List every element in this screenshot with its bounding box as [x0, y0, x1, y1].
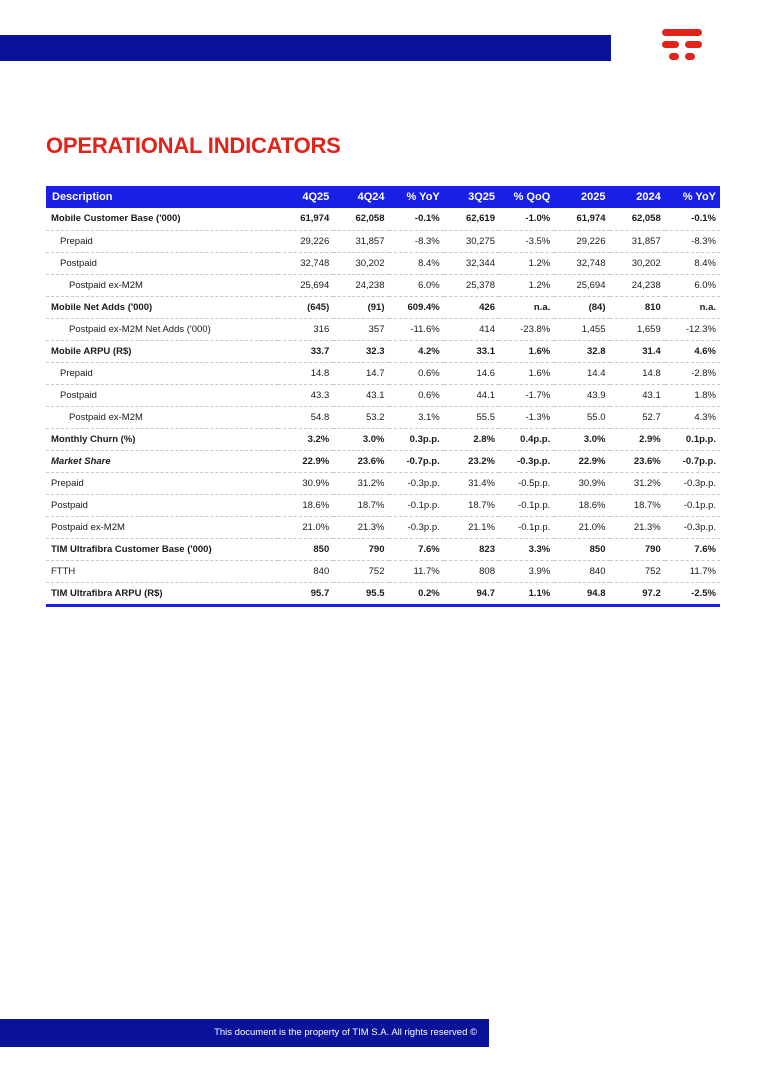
- row-label: Postpaid: [60, 257, 97, 269]
- table-cell: 14.8: [310, 367, 330, 379]
- table-cell: 44.1: [476, 389, 495, 401]
- row-label: TIM Ultrafibra Customer Base ('000): [51, 543, 212, 555]
- table-cell: 32,748: [576, 257, 606, 269]
- table-cell: -2.5%: [691, 587, 716, 599]
- table-cell: 18.7%: [633, 499, 661, 511]
- table-cell: 3.1%: [418, 411, 440, 423]
- table-bottom-rule: [46, 604, 720, 607]
- table-row: [46, 384, 720, 406]
- row-label: Prepaid: [60, 367, 93, 379]
- table-cell: (84): [588, 301, 606, 313]
- row-label: Prepaid: [51, 477, 84, 489]
- table-cell: -8.3%: [414, 235, 440, 247]
- table-row: [46, 428, 720, 450]
- table-cell: 62,619: [465, 213, 495, 225]
- row-label: Mobile Customer Base ('000): [51, 213, 181, 225]
- table-cell: 94.7: [476, 587, 495, 599]
- table-cell: 0.3p.p.: [409, 433, 440, 445]
- table-cell: 1.2%: [528, 279, 551, 291]
- table-cell: 29,226: [300, 235, 330, 247]
- table-cell: 1.6%: [528, 367, 551, 379]
- table-cell: -0.3p.p.: [683, 521, 716, 533]
- table-cell: 18.6%: [578, 499, 606, 511]
- table-row: [46, 230, 720, 252]
- table-cell: 1,659: [636, 323, 661, 335]
- table-cell: 752: [368, 565, 385, 577]
- table-cell: 55.5: [476, 411, 495, 423]
- table-cell: 14.4: [587, 367, 606, 379]
- table-cell: 790: [644, 543, 661, 555]
- row-label: Postpaid ex-M2M: [69, 279, 143, 291]
- table-row: [46, 252, 720, 274]
- table-cell: 7.6%: [694, 543, 716, 555]
- table-cell: 4.2%: [418, 345, 440, 357]
- table-cell: 30.9%: [302, 477, 330, 489]
- table-cell: 426: [479, 301, 495, 313]
- row-label: Prepaid: [60, 235, 93, 247]
- table-cell: 1.1%: [528, 587, 551, 599]
- table-cell: 609.4%: [407, 301, 440, 313]
- table-cell: 43.3: [310, 389, 330, 401]
- table-cell: 1.8%: [694, 389, 716, 401]
- table-cell: 32.3: [366, 345, 385, 357]
- column-header-4q24: 4Q24: [357, 191, 385, 203]
- table-cell: 6.0%: [694, 279, 716, 291]
- table-cell: 21.0%: [578, 521, 606, 533]
- table-cell: 30,275: [465, 235, 495, 247]
- table-cell: (645): [307, 301, 330, 313]
- table-cell: 0.6%: [418, 389, 440, 401]
- table-cell: 22.9%: [302, 455, 330, 467]
- table-cell: 840: [313, 565, 330, 577]
- table-cell: 414: [479, 323, 495, 335]
- table-cell: -1.0%: [525, 213, 551, 225]
- table-cell: 23.6%: [357, 455, 385, 467]
- table-cell: 25,694: [300, 279, 330, 291]
- table-cell: 31,857: [355, 235, 385, 247]
- table-cell: 3.2%: [307, 433, 330, 445]
- table-cell: 24,238: [631, 279, 661, 291]
- column-header-yoy-quarter: % YoY: [406, 191, 440, 203]
- table-cell: 21.3%: [633, 521, 661, 533]
- table-cell: 31.4%: [468, 477, 495, 489]
- table-cell: 823: [479, 543, 495, 555]
- table-cell: 54.8: [310, 411, 330, 423]
- table-row: [46, 560, 720, 582]
- table-cell: 61,974: [300, 213, 330, 225]
- table-cell: -3.5%: [525, 235, 551, 247]
- table-cell: 752: [644, 565, 661, 577]
- table-cell: -0.1p.p.: [518, 499, 551, 511]
- table-cell: 357: [368, 323, 385, 335]
- table-cell: -0.1%: [414, 213, 440, 225]
- row-label: TIM Ultrafibra ARPU (R$): [51, 587, 163, 599]
- table-cell: -2.8%: [691, 367, 716, 379]
- table-cell: 11.7%: [413, 565, 440, 577]
- table-row: [46, 494, 720, 516]
- table-cell: 23.2%: [468, 455, 495, 467]
- row-label: Postpaid: [51, 499, 88, 511]
- table-cell: 4.6%: [694, 345, 716, 357]
- table-cell: 1.2%: [528, 257, 551, 269]
- table-row: [46, 472, 720, 494]
- table-cell: n.a.: [699, 301, 716, 313]
- table-cell: 808: [479, 565, 495, 577]
- table-cell: 3.0%: [362, 433, 385, 445]
- table-cell: 18.7%: [357, 499, 385, 511]
- table-row: [46, 208, 720, 230]
- table-row: [46, 296, 720, 318]
- table-cell: 14.7: [366, 367, 385, 379]
- table-cell: 52.7: [642, 411, 661, 423]
- table-cell: 30,202: [631, 257, 661, 269]
- column-header-qoq: % QoQ: [513, 191, 551, 203]
- table-cell: 31.2%: [357, 477, 385, 489]
- table-cell: 0.4p.p.: [520, 433, 551, 445]
- table-cell: 30.9%: [578, 477, 606, 489]
- table-cell: 62,058: [355, 213, 385, 225]
- table-cell: 25,378: [465, 279, 495, 291]
- row-label: Market Share: [51, 455, 111, 467]
- table-cell: 29,226: [576, 235, 606, 247]
- table-cell: 43.9: [587, 389, 606, 401]
- footer-bar: [0, 1019, 489, 1047]
- table-row: [46, 450, 720, 472]
- table-cell: 61,974: [576, 213, 606, 225]
- header-bar: [0, 35, 611, 61]
- table-cell: -0.1p.p.: [683, 499, 716, 511]
- row-label: Postpaid ex-M2M: [69, 411, 143, 423]
- operational-indicators-table: [46, 186, 720, 604]
- table-cell: 95.7: [310, 587, 330, 599]
- table-cell: 53.2: [366, 411, 385, 423]
- table-cell: 840: [589, 565, 606, 577]
- table-cell: 21.0%: [302, 521, 330, 533]
- table-cell: 55.0: [587, 411, 606, 423]
- table-cell: -0.1p.p.: [518, 521, 551, 533]
- table-cell: 11.7%: [689, 565, 716, 577]
- table-cell: -0.3p.p.: [407, 477, 440, 489]
- table-cell: 32,748: [300, 257, 330, 269]
- tim-logo-icon: [662, 29, 702, 65]
- column-header-4q25: 4Q25: [302, 191, 330, 203]
- column-header-3q25: 3Q25: [468, 191, 495, 203]
- table-cell: 22.9%: [578, 455, 606, 467]
- table-cell: 4.3%: [694, 411, 716, 423]
- table-cell: 43.1: [642, 389, 661, 401]
- table-cell: 18.6%: [302, 499, 330, 511]
- column-header-2025: 2025: [581, 191, 606, 203]
- table-cell: -0.7p.p.: [406, 455, 440, 467]
- table-cell: -0.5p.p.: [518, 477, 551, 489]
- row-label: Monthly Churn (%): [51, 433, 136, 445]
- table-cell: -0.3p.p.: [683, 477, 716, 489]
- row-label: Mobile ARPU (R$): [51, 345, 132, 357]
- table-cell: -1.7%: [525, 389, 551, 401]
- table-row: [46, 516, 720, 538]
- table-cell: -0.3p.p.: [407, 521, 440, 533]
- table-cell: 95.5: [366, 587, 385, 599]
- table-cell: 25,694: [576, 279, 606, 291]
- table-cell: -1.3%: [525, 411, 551, 423]
- table-row: [46, 362, 720, 384]
- table-cell: 0.6%: [418, 367, 440, 379]
- table-cell: 21.1%: [468, 521, 495, 533]
- table-cell: 14.6: [476, 367, 495, 379]
- table-cell: 32.8: [587, 345, 606, 357]
- table-cell: -23.8%: [520, 323, 551, 335]
- table-cell: 1,455: [581, 323, 606, 335]
- table-row: [46, 318, 720, 340]
- column-header-yoy-year: % YoY: [682, 191, 716, 203]
- table-cell: 6.0%: [418, 279, 440, 291]
- footer-text: This document is the property of TIM S.A. All rights reserved ©: [214, 1027, 477, 1038]
- row-label: FTTH: [51, 565, 76, 577]
- table-cell: 8.4%: [694, 257, 716, 269]
- table-cell: 810: [644, 301, 661, 313]
- table-cell: -0.7p.p.: [682, 455, 716, 467]
- table-cell: 3.0%: [583, 433, 606, 445]
- table-cell: n.a.: [533, 301, 551, 313]
- table-cell: 24,238: [355, 279, 385, 291]
- row-label: Postpaid ex-M2M Net Adds ('000): [69, 323, 211, 335]
- table-cell: 8.4%: [418, 257, 440, 269]
- table-cell: 21.3%: [357, 521, 385, 533]
- table-row: [46, 538, 720, 560]
- table-cell: -12.3%: [685, 323, 716, 335]
- table-row: [46, 582, 720, 604]
- table-cell: (91): [367, 301, 385, 313]
- table-cell: 94.8: [587, 587, 606, 599]
- table-cell: 23.6%: [633, 455, 661, 467]
- table-cell: 32,344: [465, 257, 495, 269]
- table-cell: 31.4: [642, 345, 661, 357]
- table-cell: 31.2%: [633, 477, 661, 489]
- table-cell: 43.1: [366, 389, 385, 401]
- table-cell: -0.3p.p.: [516, 455, 551, 467]
- table-row: [46, 274, 720, 296]
- table-cell: 14.8: [642, 367, 661, 379]
- table-cell: 3.3%: [528, 543, 551, 555]
- table-cell: 7.6%: [418, 543, 440, 555]
- table-cell: 30,202: [355, 257, 385, 269]
- table-cell: 0.1p.p.: [685, 433, 716, 445]
- column-header-2024: 2024: [636, 191, 661, 203]
- table-cell: 62,058: [631, 213, 661, 225]
- operational-indicators-table-wrap: [46, 186, 720, 607]
- table-cell: -8.3%: [691, 235, 716, 247]
- table-cell: -0.1%: [691, 213, 716, 225]
- table-cell: 1.6%: [528, 345, 551, 357]
- row-label: Postpaid ex-M2M: [51, 521, 125, 533]
- table-cell: 850: [313, 543, 330, 555]
- table-header-row: [46, 186, 720, 208]
- row-label: Mobile Net Adds ('000): [51, 301, 153, 313]
- table-cell: -11.6%: [410, 323, 440, 335]
- table-cell: 2.9%: [639, 433, 661, 445]
- table-cell: 2.8%: [473, 433, 495, 445]
- table-cell: 0.2%: [418, 587, 440, 599]
- table-cell: 33.1: [476, 345, 495, 357]
- table-cell: 33.7: [310, 345, 330, 357]
- table-cell: -0.1p.p.: [407, 499, 440, 511]
- row-label: Postpaid: [60, 389, 97, 401]
- table-cell: 3.9%: [528, 565, 551, 577]
- page-title: OPERATIONAL INDICATORS: [46, 133, 341, 158]
- table-cell: 31,857: [631, 235, 661, 247]
- table-row: [46, 406, 720, 428]
- column-header-description: Description: [52, 191, 113, 203]
- table-cell: 97.2: [642, 587, 661, 599]
- table-cell: 850: [589, 543, 606, 555]
- table-cell: 790: [368, 543, 385, 555]
- table-cell: 18.7%: [468, 499, 495, 511]
- table-cell: 316: [313, 323, 330, 335]
- table-row: [46, 340, 720, 362]
